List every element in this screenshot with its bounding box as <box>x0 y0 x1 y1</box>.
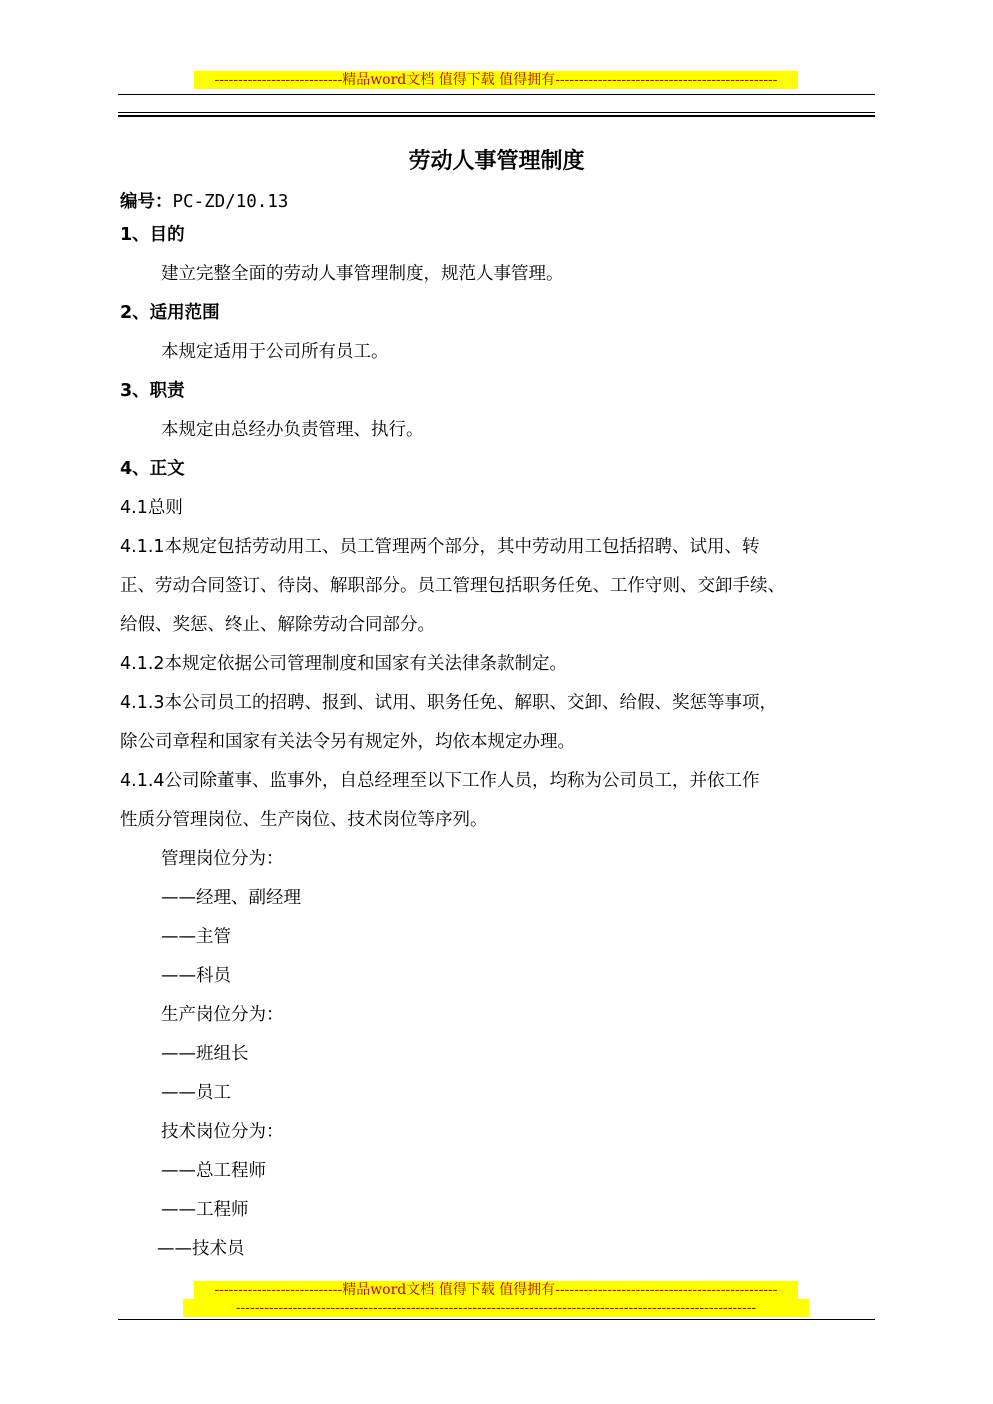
subsection-heading: 4.1总则 <box>120 498 183 518</box>
footer-banner-word: word <box>370 1282 407 1298</box>
header-banner-text-1: 精品 <box>342 72 371 88</box>
footer-banner-dashes-left: --------------------------- <box>214 1282 343 1298</box>
paragraph-line: 4.1.3本公司员工的招聘、报到、试用、职务任免、解职、交卸、给假、奖惩等事项， <box>120 693 778 713</box>
list-item: ——主管 <box>161 927 231 947</box>
list-item: ——班组长 <box>161 1044 249 1064</box>
document-number <box>120 189 288 215</box>
section-heading: 4、正文 <box>120 459 185 479</box>
list-heading: 生产岗位分为： <box>161 1005 284 1025</box>
paragraph-line: 4.1.4公司除董事、监事外，自总经理至以下工作人员，均称为公司员工，并依工作 <box>120 771 760 791</box>
paragraph-line: 建立完整全面的劳动人事管理制度，规范人事管理。 <box>161 264 564 284</box>
list-item: ——技术员 <box>157 1239 245 1259</box>
header-banner-dashes-left: --------------------------- <box>214 72 343 88</box>
paragraph-line: 除公司章程和国家有关法令另有规定外，均依本规定办理。 <box>120 732 575 752</box>
list-item: ——员工 <box>161 1083 231 1103</box>
document-number-value: PC-ZD/10.13 <box>172 192 289 212</box>
footer-banner2-dashes: -------------------------------------------------------------------------------------------------------------- <box>235 1300 757 1316</box>
header-rule-double-bottom <box>118 115 875 117</box>
header-banner-text-2: 文档 值得下载 值得拥有 <box>406 72 556 88</box>
document-title: 劳动人事管理制度 <box>408 149 585 174</box>
section-heading: 3、职责 <box>120 381 185 401</box>
footer-banner <box>194 1281 798 1299</box>
section-heading: 2、适用范围 <box>120 303 220 323</box>
header-banner <box>194 71 798 89</box>
list-item: ——经理、副经理 <box>161 888 301 908</box>
paragraph-line: 本规定适用于公司所有员工。 <box>161 342 389 362</box>
paragraph-line: 4.1.1本规定包括劳动用工、员工管理两个部分，其中劳动用工包括招聘、试用、转 <box>120 537 760 557</box>
list-item: ——科员 <box>161 966 231 986</box>
footer-banner-dashes-right: ----------------------------------------------- <box>555 1282 778 1298</box>
paragraph-line: 给假、奖惩、终止、解除劳动合同部分。 <box>120 615 435 635</box>
paragraph-line: 本规定由总经办负责管理、执行。 <box>161 420 424 440</box>
header-rule-thin <box>118 94 875 95</box>
list-heading: 技术岗位分为： <box>161 1122 284 1142</box>
paragraph-line: 4.1.2本规定依据公司管理制度和国家有关法律条款制定。 <box>120 654 568 674</box>
footer-banner-text-1: 精品 <box>342 1282 371 1298</box>
list-item: ——总工程师 <box>161 1161 266 1181</box>
section-heading: 1、目的 <box>120 225 185 245</box>
paragraph-line: 性质分管理岗位、生产岗位、技术岗位等序列。 <box>120 810 488 830</box>
footer-rule <box>118 1319 875 1320</box>
header-banner-dashes-right: ----------------------------------------------- <box>555 72 778 88</box>
paragraph-line: 正、劳动合同签订、待岗、解职部分。员工管理包括职务任免、工作守则、交卸手续、 <box>120 576 785 596</box>
header-banner-word: word <box>370 72 407 88</box>
footer-banner-dashes <box>183 1299 809 1317</box>
header-rule-double-top <box>118 112 875 113</box>
list-heading: 管理岗位分为： <box>161 849 284 869</box>
document-number-label: 编号： <box>120 192 173 212</box>
footer-banner-text-2: 文档 值得下载 值得拥有 <box>406 1282 556 1298</box>
list-item: ——工程师 <box>161 1200 249 1220</box>
